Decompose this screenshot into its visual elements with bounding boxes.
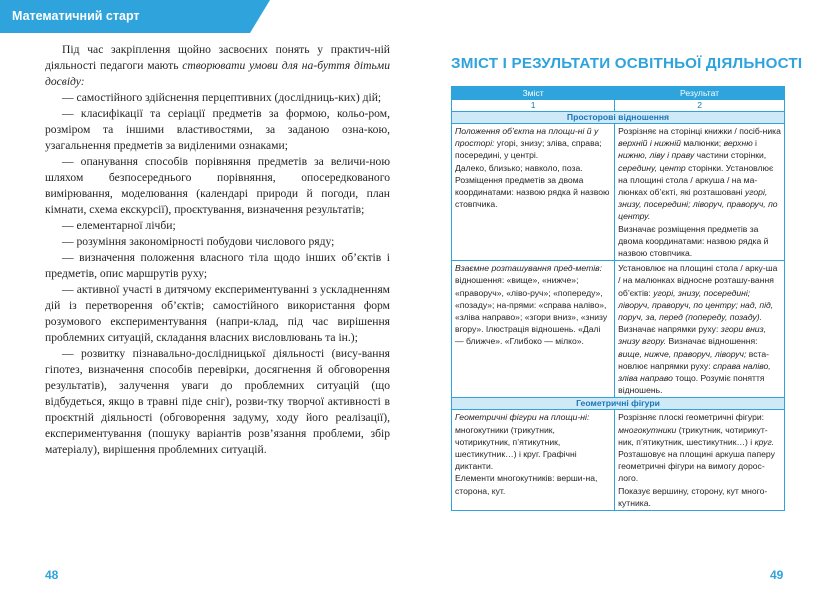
content-results-table (451, 86, 785, 511)
paragraph-text: — розуміння закономірності побудови числового ряду; (62, 235, 335, 248)
body-paragraph (45, 282, 390, 346)
table-row (452, 124, 785, 261)
paragraph-text: — класифікації та серіації предметів за формою, кольо-ром, розміром та іншими властивостями, за заданою озна-кою, узагальнення предметів за виділеними ознаками; (45, 107, 390, 152)
paragraph-emphasis: створювати умови для на-буття дітьми досвіду: (45, 59, 390, 88)
content-cell: Взаємне розташування пред-метів: відношення: «вище», «нижче»; «праворуч», «ліво-руч»; «попереду», «позаду»; на-прями: «справа наліво», «зліва направо»; «згори вниз», «знизу вгору». Ілюстрація відношень. «Далі — ближче». «Глибоко — мілко». (452, 261, 615, 398)
body-paragraph (45, 106, 390, 154)
table-row (452, 261, 785, 398)
right-page-number: 49 (770, 568, 784, 582)
left-page-text (45, 42, 390, 458)
body-paragraph (45, 346, 390, 458)
result-cell: Розрізняє на сторінці книжки / посіб-ника верхній і нижній малюнки; верхню і нижню, ліву і праву частини сторінки, середину, центр сторінки. Установлює на площині стола / аркуша / на ма-люнках об’єкті, які розташовані угорі, знизу, посередині; ліворуч, праворуч, по центру. Визначає розміщення предметів за двома координатами: назвою рядка й назвою стовпчика. (615, 124, 785, 261)
body-paragraph (45, 42, 390, 90)
column-header-result: Результат (615, 87, 785, 100)
column-number: 1 (452, 100, 615, 112)
paragraph-text: — самостійного здійснення перцептивних (дослідниць-ких) дій; (62, 91, 382, 104)
section-row (452, 112, 785, 124)
running-header-title: Математичний старт (12, 9, 140, 23)
section-heading: Геометричні фігури (452, 398, 785, 410)
body-paragraph (45, 154, 390, 218)
header-band (0, 0, 270, 33)
paragraph-text: — опанування способів порівняння предметів за величи-ною шляхом безпосереднього порівняння, опосередкованого вимірювання, моделювання (календарі природи й погоди, план кімнати, схема екскурсії), проєктування, визначення результатів; (45, 155, 390, 216)
content-cell: Геометричні фігури на площи-ні: многокутники (трикутник, чотирикутник, п’ятикутник, шестикутник…) і круг. Графічні диктанти. Елементи многокутників: верши-на, сторона, кут. (452, 410, 615, 511)
paragraph-text: Під час закріплення щойно засвоєних понять у практич-ній діяльності педагоги мають (45, 43, 390, 72)
result-cell: Розрізняє плоскі геометричні фігури: многокутники (трикутник, чотирикут-ник, п’ятикутник, шестикутник…) і круг. Розташовує на площині аркуша паперу геометричні фігури на вимогу дорос-лого. Показує вершину, сторону, кут много-кутника. (615, 410, 785, 511)
section-heading: Просторові відношення (452, 112, 785, 124)
paragraph-text: — активної участі в дитячому експериментуванні з ускладненням дій із перетворення об’єктів; самостійного використання форм розумового експериментування (напри-клад, під час вирішення проблемних ситуацій, складання власних висловлювань та ін.); (45, 283, 390, 344)
paragraph-text: — розвитку пізнавально-дослідницької діяльності (вису-вання гіпотез, визначення способів перевірки, досягнення й обговорення результатів), залучення уваги до проблемних ситуацій (що відбудеться, якщо в травні піде сніг), розви-тку творчої активності в проєктній діяльності (обговорення задуму, ходу його реалізації), експериментування (пошуку варіантів розв’язання проблеми, збір матеріалу), вирішення проблемних ситуацій. (45, 347, 390, 456)
section-row (452, 398, 785, 410)
body-paragraph (45, 234, 390, 250)
paragraph-text: — елементарної лічби; (62, 219, 176, 232)
paragraph-text: — визначення положення власного тіла щодо інших об’єктів і предметів, опис маршрутів руху; (45, 251, 390, 280)
table-row (452, 410, 785, 511)
body-paragraph (45, 218, 390, 234)
result-cell: Установлює на площині стола / арку-ша / на малюнках відносне розташу-вання об’єктів: угорі, знизу, посередині; ліворуч, праворуч, по центру; над, під, поруч, за, перед (попереду, позаду). Визначає напрямки руху: згори вниз, знизу вгору. Визначає відношення: вище, нижче, праворуч, ліворуч; вста-новлює напрямки руху: справа наліво, зліва направо тощо. Розуміє поняття відношень. (615, 261, 785, 398)
body-paragraph (45, 90, 390, 106)
column-number: 2 (615, 100, 785, 112)
left-page-number: 48 (45, 568, 59, 582)
section-title: ЗМІСТ І РЕЗУЛЬТАТИ ОСВІТНЬОЇ ДІЯЛЬНОСТІ (451, 55, 803, 72)
body-paragraph (45, 250, 390, 282)
content-cell: Положення об’єкта на площи-ні й у просторі: угорі, знизу; зліва, справа; посередині, у центрі. Далеко, близько; навколо, поза. Розміщення предметів за двома координатами: назвою рядка й назвою стовпчика. (452, 124, 615, 261)
column-header-content: Зміст (452, 87, 615, 100)
